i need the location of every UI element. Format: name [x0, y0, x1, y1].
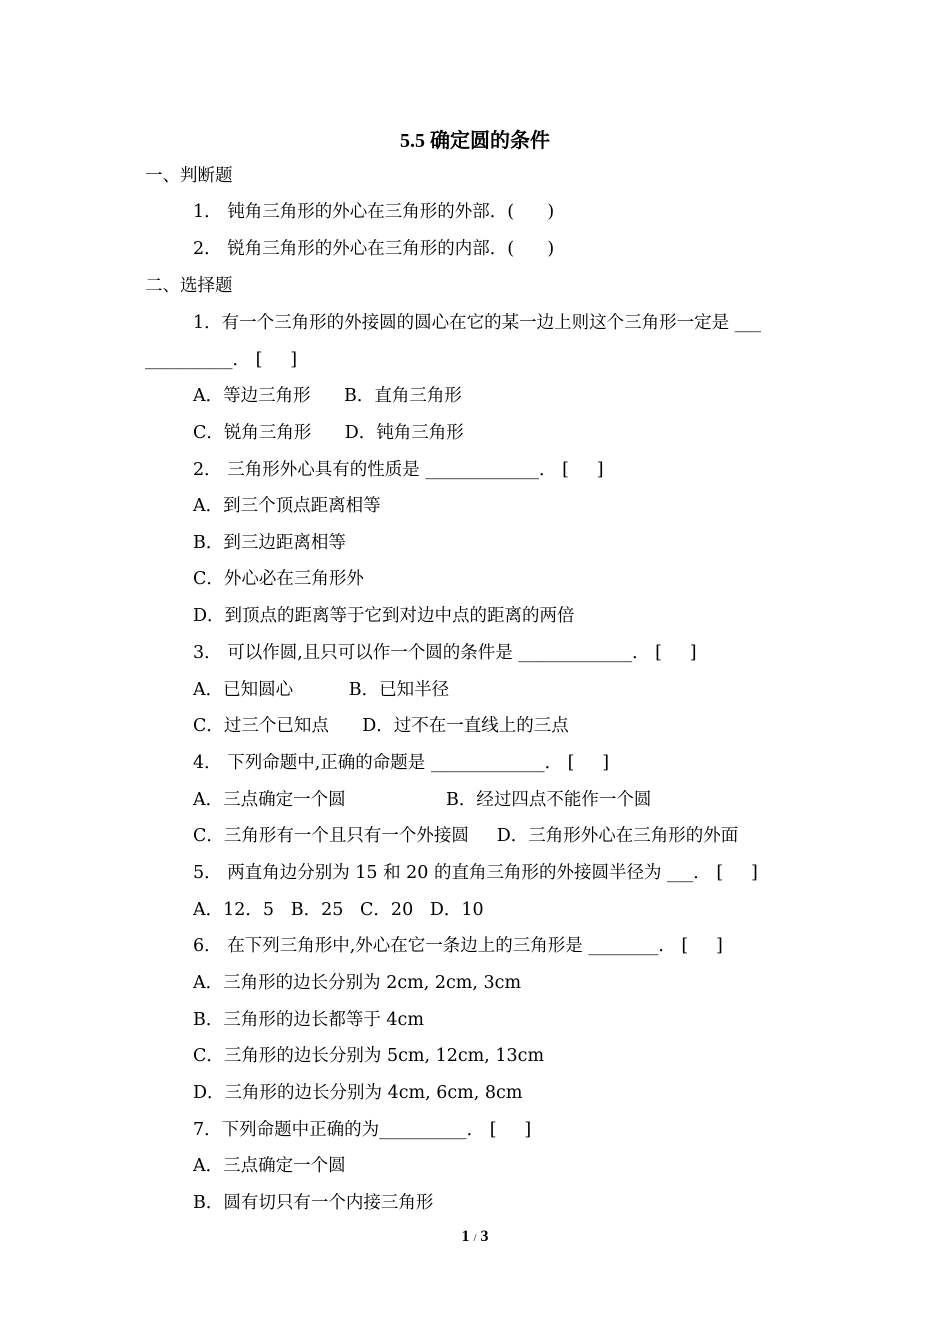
choice-q2-option-a: A．到三个顶点距离相等: [193, 496, 381, 516]
section-heading-judge: 一、判断题: [145, 166, 233, 186]
choice-q1-options-cd: C．锐角三角形 D．钝角三角形: [193, 423, 464, 443]
choice-q6-option-b: B．三角形的边长都等于 4cm: [193, 1010, 424, 1030]
choice-q4-option-a: A．三点确定一个圆: [193, 790, 346, 810]
choice-q1-stem-line1: 1．有一个三角形的外接圆的圆心在它的某一边上则这个三角形一定是 ___: [193, 313, 761, 333]
choice-q2-option-d: D．到顶点的距离等于它到对边中点的距离的两倍: [193, 606, 575, 626]
choice-q6-option-d: D．三角形的边长分别为 4cm, 6cm, 8cm: [193, 1083, 523, 1103]
page-separator: /: [473, 1232, 477, 1244]
choice-q4-options-cd: C．三角形有一个且只有一个外接圆 D．三角形外心在三角形的外面: [193, 826, 739, 846]
choice-q5-options: A．12．5 B．25 C．20 D．10: [193, 900, 484, 920]
choice-q4-stem: 4． 下列命题中,正确的命题是 _____________． [ ]: [193, 753, 610, 773]
choice-q4-option-b: B．经过四点不能作一个圆: [446, 790, 652, 810]
judge-question-2: 2． 锐角三角形的外心在三角形的内部．( ): [193, 239, 555, 259]
judge-question-1: 1． 钝角三角形的外心在三角形的外部．( ): [193, 202, 555, 222]
choice-q7-option-b: B．圆有切只有一个内接三角形: [193, 1193, 434, 1213]
choice-q5-stem: 5． 两直角边分别为 15 和 20 的直角三角形的外接圆半径为 ___． [ ]: [193, 863, 758, 883]
choice-q7-option-a: A．三点确定一个圆: [193, 1156, 346, 1176]
choice-q2-option-b: B．到三边距离相等: [193, 533, 346, 553]
choice-q1-options-ab: A．等边三角形 B．直角三角形: [193, 386, 462, 406]
current-page: 1: [461, 1228, 470, 1245]
choice-q2-stem: 2． 三角形外心具有的性质是 _____________． [ ]: [193, 460, 604, 480]
choice-q3-options-ab: A．已知圆心 B．已知半径: [193, 680, 450, 700]
section-heading-choice: 二、选择题: [145, 276, 233, 296]
choice-q1-stem-line2: __________． [ ]: [145, 350, 298, 370]
total-pages: 3: [480, 1228, 489, 1245]
choice-q6-option-a: A．三角形的边长分别为 2cm, 2cm, 3cm: [193, 973, 522, 993]
page-number: [0, 1228, 950, 1246]
choice-q6-stem: 6． 在下列三角形中,外心在它一条边上的三角形是 ________． [ ]: [193, 936, 723, 956]
choice-q3-stem: 3． 可以作圆,且只可以作一个圆的条件是 _____________． [ ]: [193, 643, 697, 663]
choice-q7-stem: 7．下列命题中正确的为__________． [ ]: [193, 1120, 532, 1140]
page-title: 5.5 确定圆的条件: [400, 130, 550, 152]
choice-q3-options-cd: C．过三个已知点 D．过不在一直线上的三点: [193, 716, 569, 736]
choice-q2-option-c: C．外心必在三角形外: [193, 569, 364, 589]
choice-q6-option-c: C．三角形的边长分别为 5cm, 12cm, 13cm: [193, 1046, 545, 1066]
